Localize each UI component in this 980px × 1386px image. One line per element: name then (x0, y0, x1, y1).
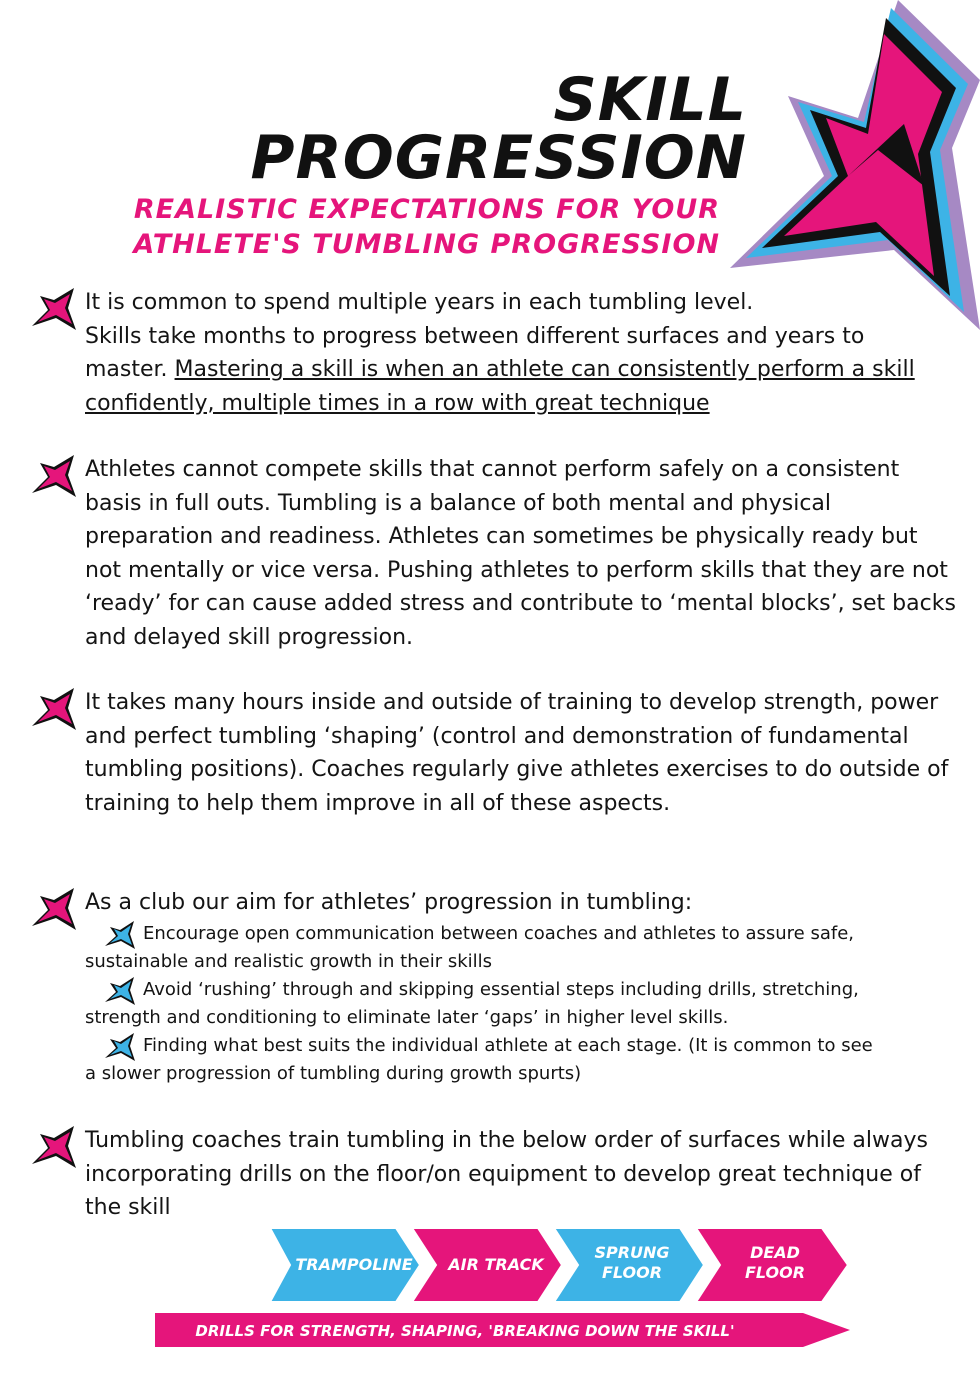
section-1-prefix: master. (85, 357, 175, 382)
section-1-line-3 (85, 353, 960, 420)
drills-label: DRILLS FOR STRENGTH, SHAPING, 'BREAKING DOWN THE SKILL' (195, 1322, 735, 1340)
surface-label-sprung-floor: FLOOR (601, 1263, 663, 1282)
subtitle-line-2: ATHLETE'S TUMBLING PROGRESSION (133, 229, 720, 260)
aim-item-3 (85, 1032, 960, 1088)
section-2-text (85, 453, 960, 654)
surface-order-chevrons (270, 1228, 850, 1302)
pink-star-bullet-icon (30, 1124, 78, 1170)
section-4-intro: As a club our aim for athletes’ progression in tumbling: (85, 890, 693, 915)
surface-label-dead: DEAD (750, 1243, 800, 1262)
aims-list (85, 920, 960, 1088)
blue-star-bullet-icon (103, 920, 137, 950)
section-3-text (85, 686, 960, 820)
surface-label-trampoline: TRAMPOLINE (295, 1255, 413, 1274)
aim-item-1 (85, 920, 960, 976)
aim-item-2 (85, 976, 960, 1032)
aim-item-1-line-1: Encourage open communication between coaches and athletes to assure safe, (143, 922, 855, 944)
club-logo-star-icon (728, 0, 980, 330)
blue-star-bullet-icon (103, 1032, 137, 1062)
pink-star-bullet-icon (30, 286, 78, 332)
title-line-2: PROGRESSION (250, 123, 747, 193)
blue-star-bullet-icon (103, 976, 137, 1006)
aim-item-2-line-2: strength and conditioning to eliminate later ‘gaps’ in higher level skills. (85, 1006, 729, 1028)
drills-arrow (155, 1313, 850, 1347)
section-4-text (85, 886, 960, 920)
aim-item-3-line-1: Finding what best suits the individual athlete at each stage. (It is common to see (143, 1034, 873, 1056)
section-3-paragraph: It takes many hours inside and outside of training to develop strength, power and perfect tumbling ‘shaping’ (control and demonstration of fundamental tumbling positions). Coaches regularly give athletes exercises to do outside of training to help them improve in all of these aspects. (85, 690, 949, 816)
section-2 (30, 453, 960, 654)
section-1-line-1: It is common to spend multiple years in each tumbling level. (85, 290, 754, 315)
section-2-paragraph: Athletes cannot compete skills that cannot perform safely on a consistent basis in full outs. Tumbling is a balance of both mental and physical preparation and readiness. Athletes can sometimes be physically ready but not mentally or vice versa. Pushing athletes to perform skills that they are not ‘ready’ for can cause added stress and contribute to ‘mental blocks’, set backs and delayed skill progression. (85, 457, 956, 650)
pink-star-bullet-icon (30, 453, 78, 499)
section-1-text (85, 286, 960, 420)
surface-label-dead-floor: FLOOR (744, 1263, 806, 1282)
pink-star-bullet-icon (30, 886, 78, 932)
section-5 (30, 1124, 960, 1225)
aim-item-1-line-2: sustainable and realistic growth in their skills (85, 950, 492, 972)
surface-label-air-track: AIR TRACK (448, 1255, 544, 1274)
section-1-line-2: Skills take months to progress between different surfaces and years to (85, 323, 865, 349)
section-5-paragraph: Tumbling coaches train tumbling in the below order of surfaces while always incorporating drills on the floor/on equipment to develop great technique of the skill (85, 1128, 928, 1220)
mastering-definition: Mastering a skill is when an athlete can consistently perform a skill confidently, multiple times in a row with great technique (85, 357, 915, 416)
subtitle-line-1: REALISTIC EXPECTATIONS FOR YOUR (133, 194, 720, 225)
section-3 (30, 686, 960, 820)
aim-item-3-line-2: a slower progression of tumbling during growth spurts) (85, 1062, 582, 1084)
section-5-text (85, 1124, 960, 1225)
aim-item-2-line-1: Avoid ‘rushing’ through and skipping essential steps including drills, stretching, (143, 978, 859, 1000)
pink-star-bullet-icon (30, 686, 78, 732)
title-line-1: SKILL (553, 65, 747, 135)
section-1 (30, 286, 960, 420)
surface-label-sprung: SPRUNG (594, 1243, 670, 1262)
section-4 (30, 886, 960, 1088)
